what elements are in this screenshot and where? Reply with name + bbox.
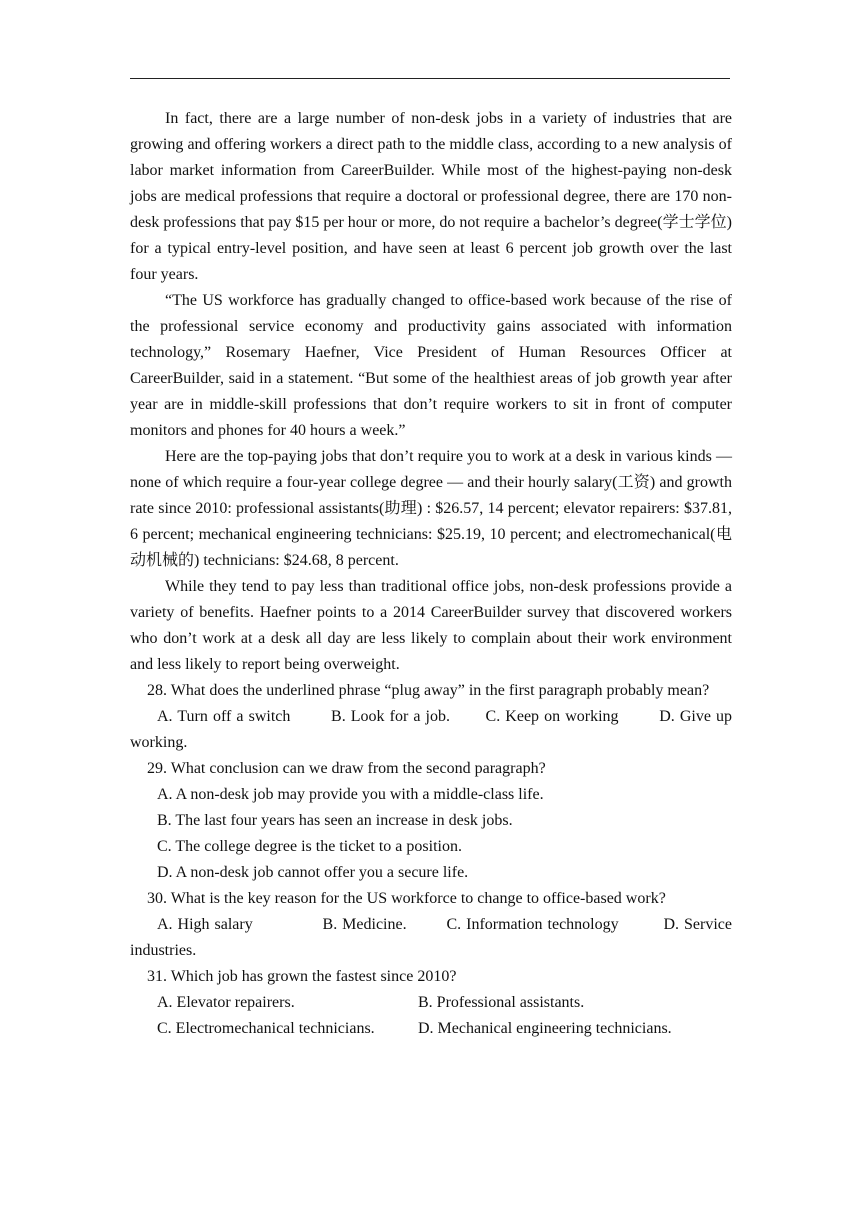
passage-paragraph-2: “The US workforce has gradually changed to office-based work because of the rise of the professional service economy and productivity gains associated with information technology,” Rosemary Haefner, Vice President of Human Resources Officer at CareerBuilder, said in a statement. “But some of the healthiest areas of job growth year after year are in middle-skill professions that don’t require workers to sit in front of computer monitors and phones for 40 hours a week.” [130, 292, 732, 439]
question-30-option-a: A. High salary [157, 916, 253, 933]
question-30-stem: 30. What is the key reason for the US workforce to change to office-based work? [147, 890, 666, 907]
question-29-stem: 29. What conclusion can we draw from the second paragraph? [147, 760, 546, 777]
question-31-option-d: D. Mechanical engineering technicians. [418, 1020, 672, 1037]
question-30-option-c: C. Information technology [446, 916, 619, 933]
passage-paragraph-3: Here are the top-paying jobs that don’t require you to work at a desk in various kinds — none of which require a four-year college degree — and their hourly salary(工资) and growth rate since 2010: professional assistants(助理) : $26.57, 14 percent; elevator repairers: $37.81, 6 percent; mechanical engineering technicians: $25.19, 10 percent; and electromechanical(电动机械的) technicians: $24.68, 8 percent. [130, 448, 732, 569]
question-29-option-c: C. The college degree is the ticket to a position. [157, 838, 462, 855]
question-30-option-d: D. Service industries. [130, 916, 732, 959]
question-28-option-d: D. Give up working. [130, 708, 733, 751]
question-31-stem: 31. Which job has grown the fastest since 2010? [147, 968, 457, 985]
question-28-option-a: A. Turn off a switch [157, 708, 291, 725]
question-29-options [130, 782, 732, 886]
question-31-option-a: A. Elevator repairers. [157, 994, 295, 1011]
question-29-option-b: B. The last four years has seen an increase in desk jobs. [157, 812, 513, 829]
question-28-option-b: B. Look for a job. [331, 708, 450, 725]
question-31-option-c: C. Electromechanical technicians. [157, 1020, 375, 1037]
document-page [130, 106, 732, 1042]
question-31-option-b: B. Professional assistants. [418, 994, 585, 1011]
question-29-option-a: A. A non-desk job may provide you with a middle-class life. [157, 786, 544, 803]
question-28-stem: 28. What does the underlined phrase “plug away” in the first paragraph probably mean? [147, 682, 710, 699]
question-31-options [130, 990, 732, 1042]
question-28-options [130, 704, 732, 756]
header-rule [130, 78, 730, 79]
question-30-option-b: B. Medicine. [322, 916, 407, 933]
question-29-option-d: D. A non-desk job cannot offer you a secure life. [157, 864, 469, 881]
passage-paragraph-1: In fact, there are a large number of non-desk jobs in a variety of industries that are growing and offering workers a direct path to the middle class, according to a new analysis of labor market information from CareerBuilder. While most of the highest-paying non-desk jobs are medical professions that require a doctoral or professional degree, there are 170 non-desk professions that pay $15 per hour or more, do not require a bachelor’s degree(学士学位) for a typical entry-level position, and have seen at least 6 percent job growth over the last four years. [130, 110, 732, 283]
passage-paragraph-4: While they tend to pay less than traditional office jobs, non-desk professions provide a variety of benefits. Haefner points to a 2014 CareerBuilder survey that discovered workers who don’t work at a desk all day are less likely to complain about their work environment and less likely to report being overweight. [130, 578, 732, 673]
question-30-options [130, 912, 732, 964]
question-28-option-c: C. Keep on working [485, 708, 619, 725]
